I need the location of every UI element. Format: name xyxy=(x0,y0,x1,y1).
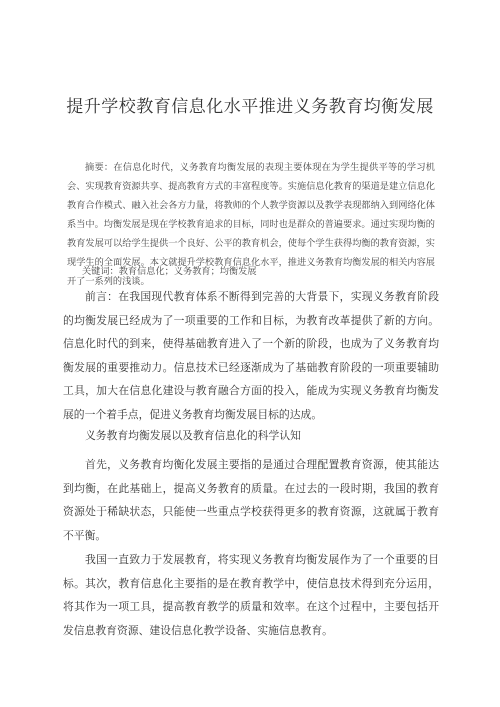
body-paragraph-preface: 前言：在我国现代教育体系不断得到完善的大背景下，实现义务教育阶段的均衡发展已经成为了一项重要的工作和目标，为教育改革提供了新的方向。信息化时代的到来，使得基础教育进入了一个新的阶段，也成为了义务教育均衡发展的重要推动力。信息技术已经逐渐成为了基础教育阶段的一项重要辅助工具，加大在信息化建设与教育融合方面的投入，能成为实现义务教育均衡发展的一个着手点，促进义务教育均衡发展目标的达成。 xyxy=(63,290,439,421)
body-paragraph-second: 我国一直致力于发展教育，将实现义务教育均衡发展作为了一个重要的目标。其次，教育信息化主要指的是在教育教学中，使信息技术得到充分运用，将其作为一项工具，提高教育教学的质量和效率。在这个过程中，主要包括开发信息教育资源、建设信息化教学设备、实施信息教育。 xyxy=(63,553,439,637)
document-title: 提升学校教育信息化水平推进义务教育均衡发展 xyxy=(66,97,434,117)
section-heading: 义务教育均衡发展以及教育信息化的科学认知 xyxy=(85,429,301,442)
body-paragraph-first: 首先，义务教育均衡化发展主要指的是通过合理配置教育资源，使其能达到均衡，在此基础上，提高义务教育的质量。在过去的一段时期，我国的教育资源处于稀缺状态，只能使一些重点学校获得更多的教育资源，这就属于教育不平衡。 xyxy=(63,458,439,542)
abstract-paragraph: 摘要：在信息化时代，义务教育均衡发展的表现主要体现在为学生提供平等的学习机会、实现教育资源共享、提高教育方式的丰富程度等。实施信息化教育的渠道是建立信息化教育合作模式、融入社会各方力量，将教师的个人教学资源以及教学表现都纳入到网络化体系当中。均衡发展是现在学校教育追求的目标，同时也是群众的普遍要求。通过实现均衡的教育发展可以给学生提供一个良好、公平的教育机会，使每个学生获得均衡的教育资源，实现学生的全面发展。本文就提升学校教育信息化水平，推进义务教育均衡发展的相关内容展开了一系列的浅谈。 xyxy=(67,162,435,287)
keywords-line: 关键词：教育信息化；义务教育；均衡发展 xyxy=(82,266,257,277)
